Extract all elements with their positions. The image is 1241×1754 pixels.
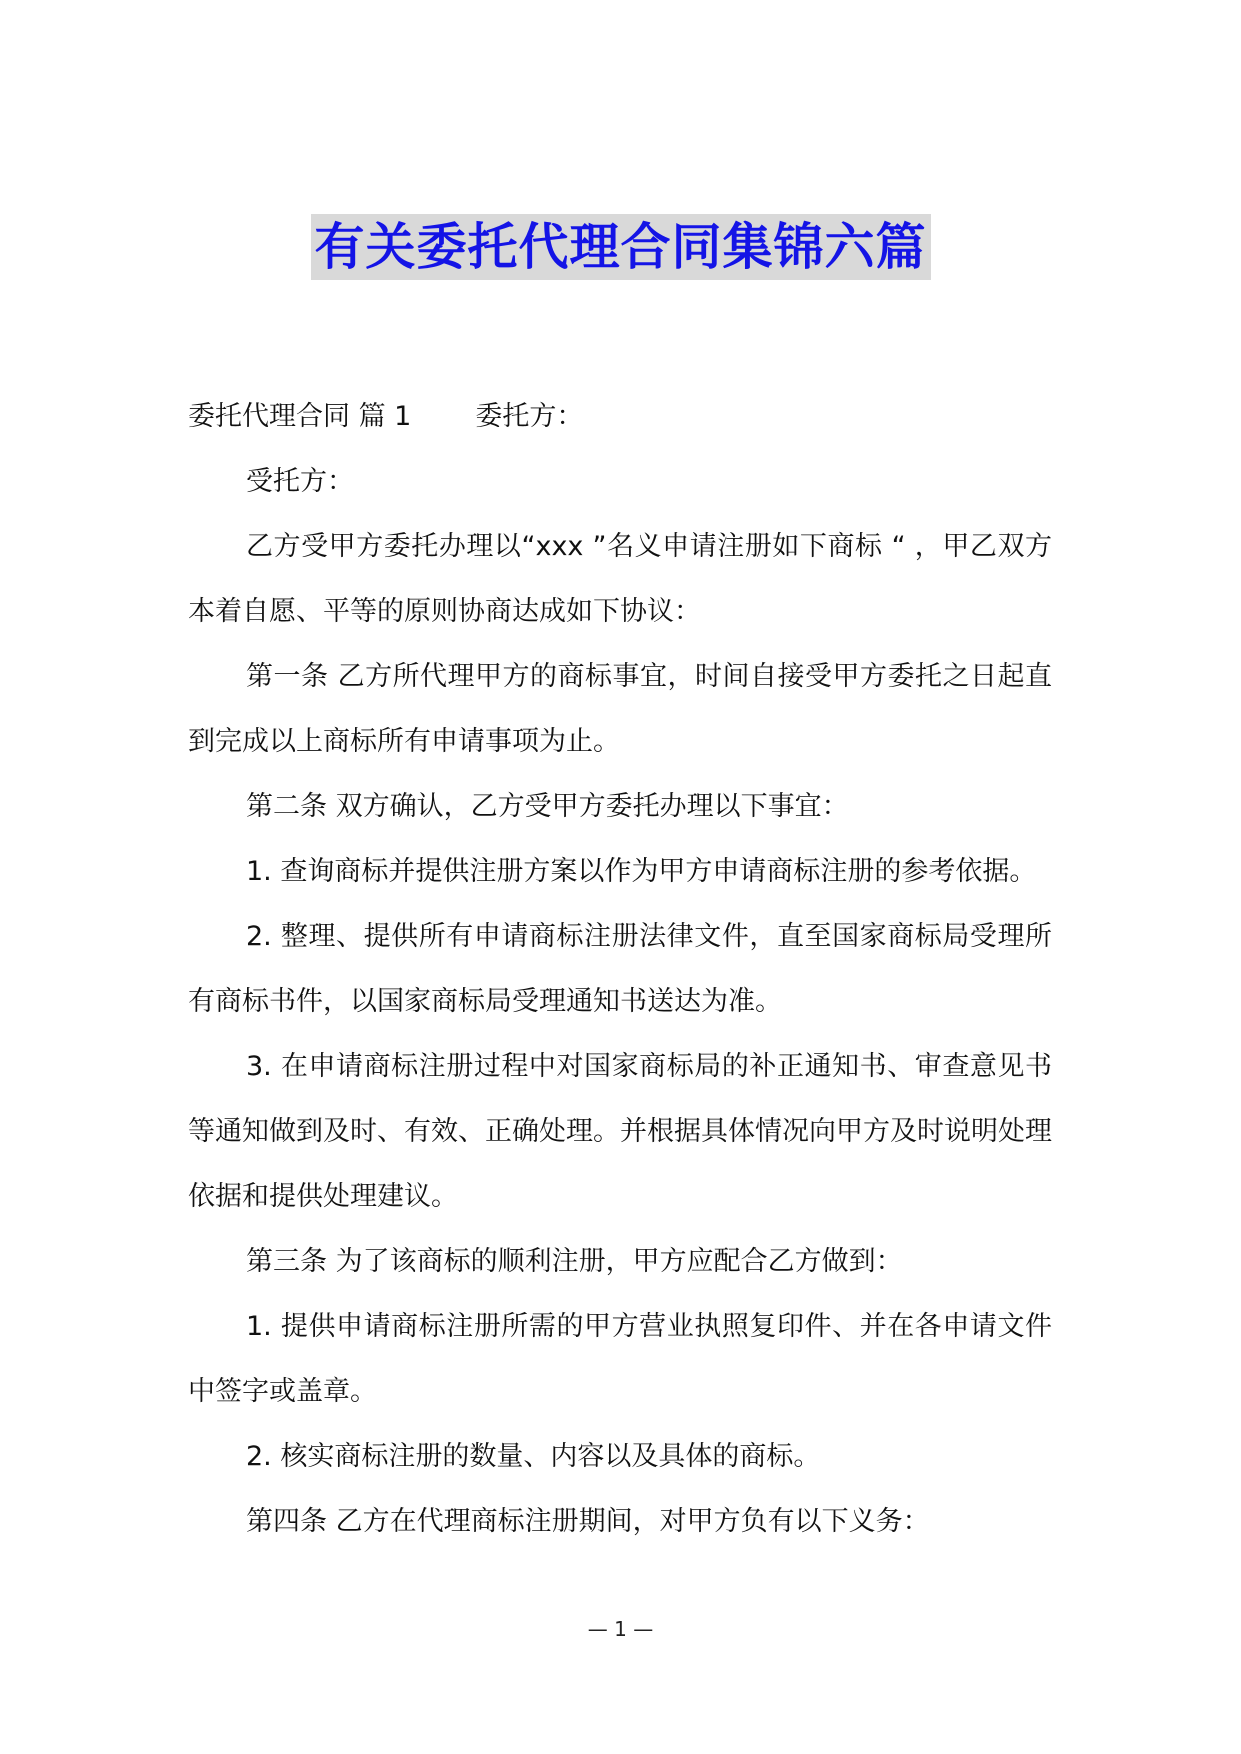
paragraph: 2. 核实商标注册的数量、内容以及具体的商标。 bbox=[246, 1441, 821, 1472]
paragraph: 受托方： bbox=[246, 466, 354, 497]
header-line bbox=[188, 384, 1052, 449]
paragraph: 第三条 为了该商标的顺利注册，甲方应配合乙方做到： bbox=[246, 1246, 903, 1277]
header-prefix: 委托代理合同 篇 1 bbox=[188, 401, 412, 432]
paragraph: 第二条 双方确认，乙方受甲方委托办理以下事宜： bbox=[246, 791, 849, 822]
document-title: 有关委托代理合同集锦六篇 bbox=[311, 214, 931, 280]
paragraph: 乙方受甲方委托办理以“xxx ”名义申请注册如下商标 “ ，甲乙双方本着自愿、平等的原则协商达成如下协议： bbox=[188, 531, 1052, 627]
document-body bbox=[188, 384, 1052, 1554]
paragraph: 3. 在申请商标注册过程中对国家商标局的补正通知书、审查意见书等通知做到及时、有效、正确处理。并根据具体情况向甲方及时说明处理依据和提供处理建议。 bbox=[188, 1051, 1052, 1212]
title-block bbox=[0, 214, 1241, 280]
paragraph: 1. 查询商标并提供注册方案以作为甲方申请商标注册的参考依据。 bbox=[246, 856, 1037, 887]
paragraph: 第四条 乙方在代理商标注册期间，对甲方负有以下义务： bbox=[246, 1506, 930, 1537]
paragraph: 2. 整理、提供所有申请商标注册法律文件，直至国家商标局受理所有商标书件，以国家商标局受理通知书送达为准。 bbox=[188, 921, 1052, 1017]
page-number: — 1 — bbox=[587, 1617, 654, 1641]
paragraph: 第一条 乙方所代理甲方的商标事宜，时间自接受甲方委托之日起直到完成以上商标所有申请事项为止。 bbox=[188, 661, 1052, 757]
paragraph: 1. 提供申请商标注册所需的甲方营业执照复印件、并在各申请文件中签字或盖章。 bbox=[188, 1311, 1052, 1407]
party-a-label: 委托方： bbox=[475, 401, 584, 432]
